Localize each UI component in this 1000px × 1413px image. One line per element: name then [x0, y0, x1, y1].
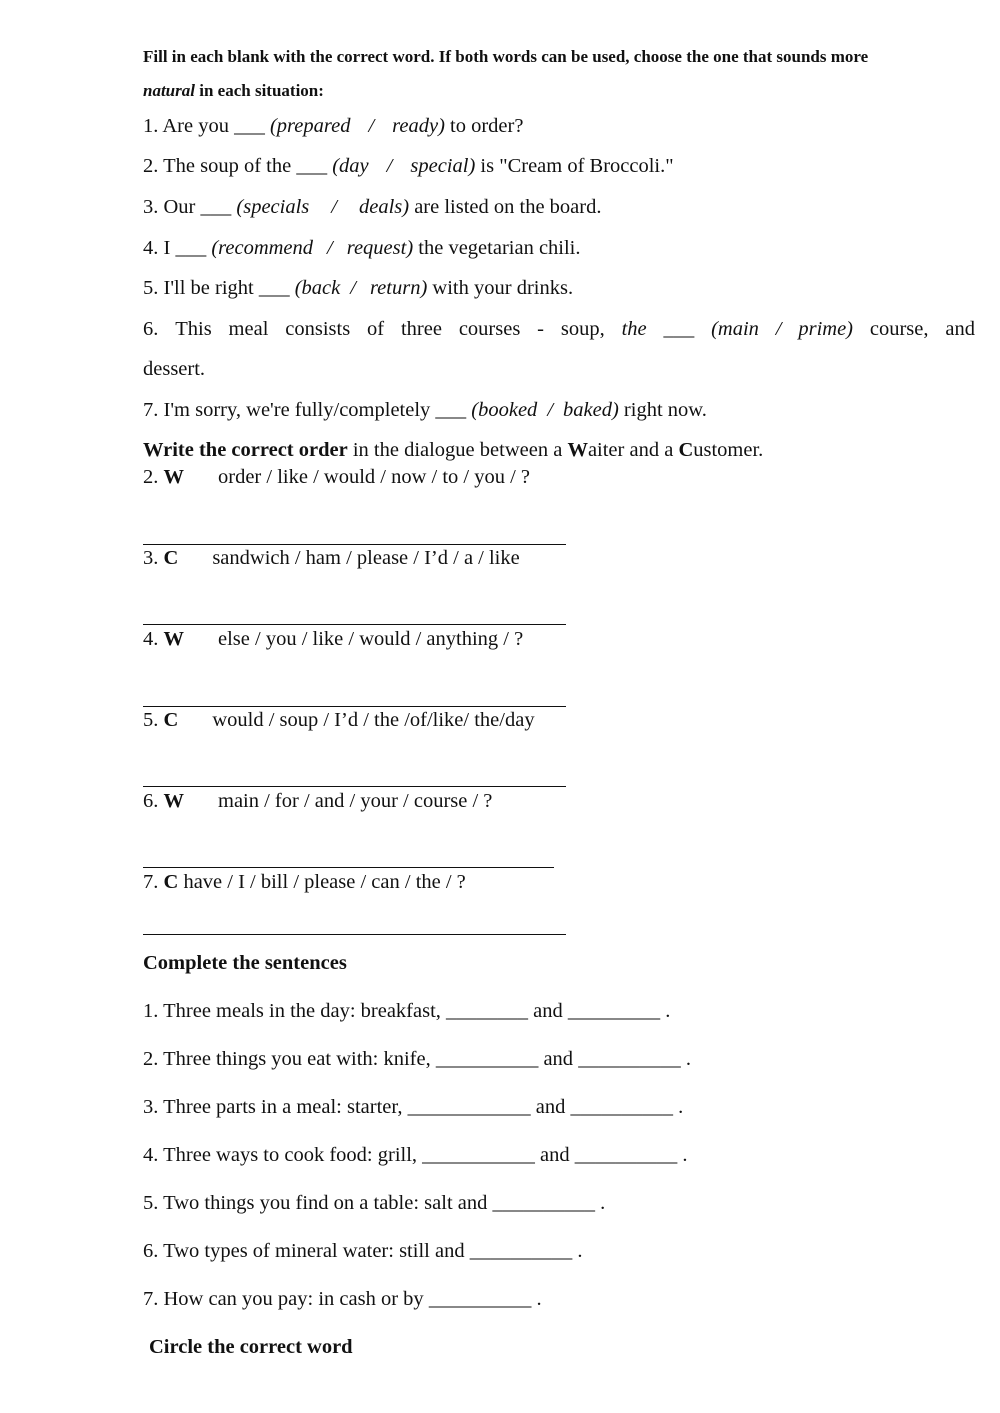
order-item-5: 5. C would / soup / I’d / the /of/like/ the/day	[143, 709, 535, 731]
blank: __________	[578, 1048, 681, 1070]
answer-line	[143, 544, 566, 545]
complete-item-3: 3. Three parts in a meal: starter, ____________ and __________ .	[143, 1096, 684, 1118]
complete-item-6: 6. Two types of mineral water: still and __________ .	[143, 1240, 583, 1262]
blank: __________	[428, 1288, 532, 1310]
complete-item-4: 4. Three ways to cook food: grill, ___________ and __________ .	[143, 1144, 688, 1166]
instruction-line-2: natural in each situation:	[143, 81, 324, 100]
section-2-title: Write the correct order in the dialogue between a Waiter and a Customer.	[143, 439, 764, 461]
complete-item-1: 1. Three meals in the day: breakfast, ________ and _________ .	[143, 1000, 671, 1022]
answer-line	[143, 867, 554, 868]
order-item-2: 2. W order / like / would / now / to / you / ?	[143, 466, 531, 488]
fill-item-3: 3. Our ___ (specials / deals) are listed on the board.	[143, 196, 602, 218]
order-item-6: 6. Wmain / for / and / your / course / ?	[143, 790, 493, 812]
answer-line	[143, 706, 566, 707]
complete-item-5: 5. Two things you find on a table: salt and __________ .	[143, 1192, 606, 1214]
instruction-natural: natural	[143, 81, 195, 100]
blank: __________	[492, 1192, 595, 1214]
section-4-title: Circle the correct word	[149, 1336, 353, 1358]
instruction-line-1: Fill in each blank with the correct word. If both words can be used, choose the one that sounds more	[143, 47, 869, 66]
speaker-label: W	[163, 466, 184, 488]
answer-line	[143, 624, 566, 625]
answer-line	[143, 786, 566, 787]
complete-item-2: 2. Three things you eat with: knife, __________ and __________ .	[143, 1048, 691, 1070]
complete-item-7: 7. How can you pay: in cash or by __________ .	[143, 1288, 542, 1310]
fill-item-6-continued: dessert.	[143, 358, 206, 380]
fill-item-2: 2. The soup of the ___ (day / special) is "Cream of Broccoli."	[143, 155, 674, 177]
speaker-label: W	[163, 628, 184, 650]
blank: ____________	[407, 1096, 531, 1118]
order-item-7: 7. C have / I / bill / please / can / the / ?	[143, 871, 466, 893]
blank: ________	[446, 1000, 529, 1022]
speaker-label: C	[163, 709, 179, 731]
fill-item-6: 6. This meal consists of three courses - soup, the ___ (main / prime) course, and	[143, 318, 975, 340]
order-item-3: 3. C sandwich / ham / please / I’d / a / like	[143, 547, 520, 569]
order-item-4: 4. Welse / you / like / would / anything / ?	[143, 628, 524, 650]
blank: _________	[567, 1000, 661, 1022]
blank: __________	[574, 1144, 678, 1166]
speaker-label: W	[163, 790, 184, 812]
fill-item-7: 7. I'm sorry, we're fully/completely ___ (booked / baked) right now.	[143, 399, 707, 421]
fill-item-1: 1. Are you ___ (prepared / ready) to order?	[143, 115, 524, 137]
answer-line	[143, 934, 566, 935]
blank: ___________	[422, 1144, 535, 1166]
blank: __________	[570, 1096, 673, 1118]
section-3-title: Complete the sentences	[143, 952, 347, 974]
blank: __________	[469, 1240, 573, 1262]
speaker-label: C	[163, 547, 179, 569]
fill-item-4: 4. I ___ (recommend / request) the vegetarian chili.	[143, 237, 581, 259]
speaker-label: C	[163, 871, 179, 893]
blank: __________	[435, 1048, 539, 1070]
fill-item-5: 5. I'll be right ___ (back / return) with your drinks.	[143, 277, 574, 299]
